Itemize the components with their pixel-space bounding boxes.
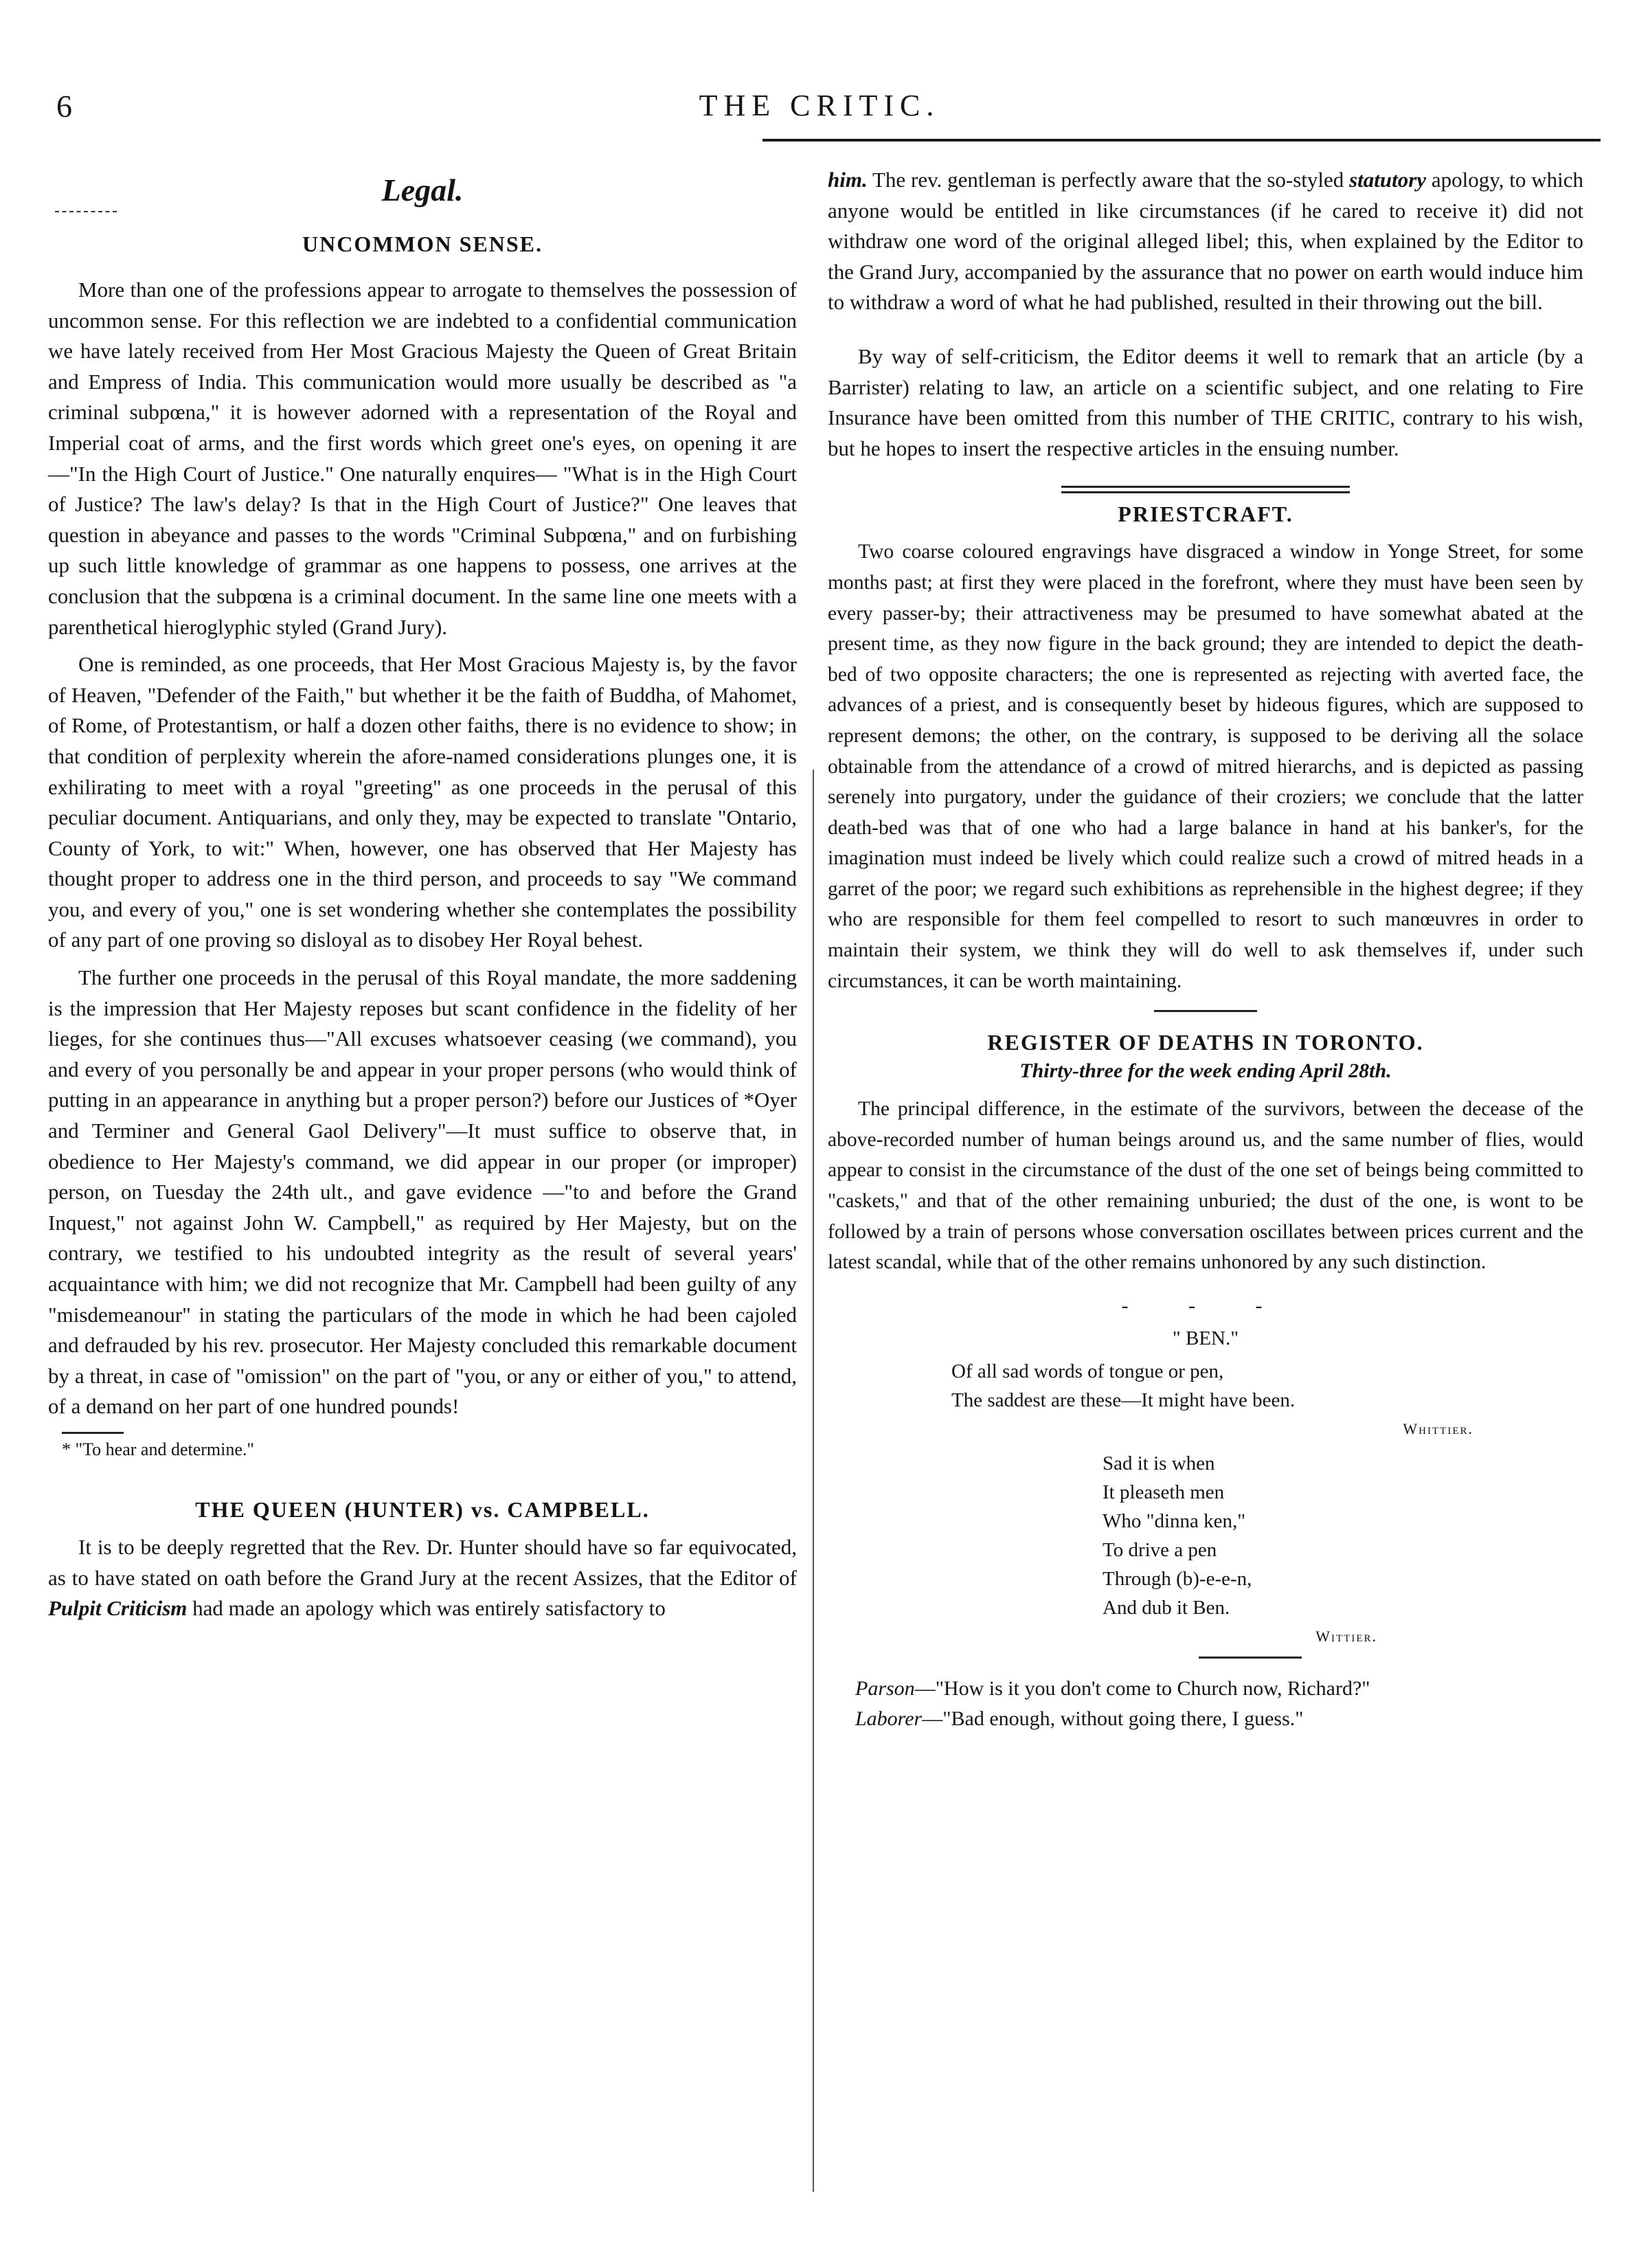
verse-line: Through (b)-e-e-n,	[1103, 1567, 1252, 1590]
verse-line: And dub it Ben.	[1103, 1596, 1230, 1619]
running-title: THE CRITIC.	[699, 89, 940, 122]
continuation-text-2: apology, to which anyone would be entitled in like circumstances (if he cared to receive it) did not withdraw one word of the original alleged libel; this, when explained by the Editor to the Grand Jury, accompanied by the assurance that no power on earth would induce him to withdraw a word of what he had published, resulted in their throwing out the bill.	[828, 168, 1583, 315]
ben-quote	[828, 1357, 1583, 1444]
verse-line: It pleaseth men	[1103, 1481, 1225, 1503]
verse-line: To drive a pen	[1103, 1538, 1217, 1561]
verse-line: Sad it is when	[1103, 1452, 1215, 1474]
register-paragraph: The principal difference, in the estimate of the survivors, between the decease of the above-recorded number of human beings around us, and the same number of flies, would appear to consist in the circumstance of the dust of the one set of beings being committed to "caskets," and that of the other remaining unburied; the dust of the one, is wont to be followed by a train of persons whose conversation oscillates between prices current and the latest scandal, while that of the other remains unhonored by any such distinction.	[828, 1098, 1583, 1274]
ben-verse	[828, 1449, 1583, 1651]
parson-line: —"How is it you don't come to Church now, Richard?"	[914, 1676, 1370, 1700]
quote-attribution: Whittier.	[1403, 1419, 1473, 1437]
register-subheading: Thirty-three for the week ending April 28th.	[1019, 1059, 1392, 1083]
priestcraft-heading: PRIESTCRAFT.	[1118, 502, 1293, 527]
header-rule	[762, 139, 1601, 142]
queen-hunter-text-start: It is to be deeply regretted that the Rev. Dr. Hunter should have so far equivocated, as to have stated on oath before the Grand Jury at the recent Assizes, that the Editor of	[48, 1534, 797, 1590]
speaker-laborer: Laborer	[855, 1707, 923, 1730]
section-label: Legal.	[381, 172, 464, 207]
continuation-paragraph	[828, 165, 1583, 318]
footnote: * "To hear and determine."	[62, 1439, 255, 1459]
uncommon-sense-heading: UNCOMMON SENSE.	[302, 232, 543, 256]
section-rule	[1199, 1657, 1302, 1659]
continuation-italic-statutory: statutory	[1349, 168, 1427, 192]
dash-ornament	[55, 211, 117, 212]
dialogue-line-parson	[855, 1674, 1583, 1704]
uncommon-sense-paragraph-3: The further one proceeds in the perusal of this Royal mandate, the more saddening is the impression that Her Majesty reposes but scant confidence in the fidelity of her lieges, for she continues thus—"All excuses whatsoever ceasing (we command), you and every of you personally be and appear in your proper persons (who would think of putting in an appearance in anything but a proper person?) before our Justices of *Oyer and Terminer and General Gaol Delivery"—It must suffice to observe that, in obedience to Her Majesty's command, we did appear in our proper (or improper) person, on Tuesday the 24th ult., and gave evidence —"to and before the Grand Inquest," not against John W. Campbell," as required by Her Majesty, but on the contrary, we testified to his undoubted integrity as the result of several years' acquaintance with him; we did not recognize that Mr. Campbell had been guilty of any "misdemeanour" in stating the particulars of the mode in which he had been cajoled and defrauded by his rev. prosecutor. Her Majesty concluded this remarkable document by a threat, in case of "omission" on the part of "you, or any or either of you," to attend, of a demand on her part of one hundred pounds!	[48, 965, 797, 1419]
double-rule	[1061, 486, 1350, 493]
continuation-text-1: The rev. gentleman is perfectly aware that the so-styled	[867, 168, 1350, 192]
speaker-parson: Parson	[855, 1676, 915, 1700]
continuation-italic-him: him.	[828, 168, 868, 192]
right-column	[828, 165, 1583, 1734]
verse-line: Who "dinna ken,"	[1103, 1509, 1246, 1532]
quote-line: Of all sad words of tongue or pen,	[951, 1360, 1224, 1382]
uncommon-sense-paragraph-2: One is reminded, as one proceeds, that Her Most Gracious Majesty is, by the favor of Heaven, "Defender of the Faith," but whether it be the faith of Buddha, of Mahomet, of Rome, of Protestantism, or half a dozen other faiths, there is no evidence to show; in that condition of perplexity wherein the afore-named considerations plunges one, it is exhilirating to meet with a royal "greeting" as one proceeds in the perusal of this peculiar document. Antiquarians, and only they, may be expected to translate "Ontario, County of York, to wit:" When, however, one has observed that Her Majesty has thought proper to address one in the third person, and proceeds to say "We command you, and every of you," one is set wondering whether she contemplates the possibility of any part of one proving so disloyal as to disobey Her Royal behest.	[48, 652, 797, 952]
page-number: 6	[56, 89, 72, 124]
priestcraft-paragraph: Two coarse coloured engravings have disgraced a window in Yonge Street, for some months past; at first they were placed in the forefront, where they must have been seen by every passer-by; their attractiveness may be presumed to have somewhat abated at the present time, as they now figure in the back ground; they are intended to depict the death-bed of two opposite characters; the one is represented as rejecting with averted face, the advances of a priest, and is consequently beset by hideous figures, which are supposed to represent demons; the other, on the contrary, is supposed to be deriving all the solace obtainable from the attendance of a crowd of mitred hierarchs, and is depicted as passing serenely into purgatory, under the guidance of their croziers; we conclude that the latter death-bed was that of one who had a large balance in hand at his banker's, for the imagination must indeed be lively which could realize such a crowd of mitred heads in a garret of the poor; we regard such exhibitions as reprehensible in the highest degree; if they who are responsible for them feel compelled to resort to such manœuvres in order to maintain their system, we think they will do well to ask themselves if, under such circumstances, it can be worth maintaining.	[828, 541, 1583, 992]
quote-line: The saddest are these—It might have been.	[951, 1389, 1296, 1411]
queen-hunter-heading: THE QUEEN (HUNTER) vs. CAMPBELL.	[195, 1496, 650, 1522]
pulpit-criticism-title: Pulpit Criticism	[48, 1596, 188, 1621]
queen-hunter-paragraph	[48, 1532, 797, 1624]
dialogue	[855, 1674, 1583, 1734]
queen-hunter-text-end: had made an apology which was entirely satisfactory to	[187, 1596, 666, 1621]
ben-poem-title: " BEN."	[1172, 1327, 1239, 1349]
column-divider	[813, 770, 814, 2192]
laborer-line: —"Bad enough, without going there, I guess."	[922, 1707, 1304, 1730]
dot-ornament: - - -	[1121, 1294, 1290, 1317]
dialogue-line-laborer	[855, 1704, 1583, 1734]
left-column	[48, 165, 797, 1624]
uncommon-sense-paragraph-1: More than one of the professions appear to arrogate to themselves the possession of uncommon sense. For this reflection we are indebted to a confidential communication we have lately received from Her Most Gracious Majesty the Queen of Great Britain and Empress of India. This communication would more usually be described as "a criminal subpœna," it is however adorned with a representation of the Royal and Imperial coat of arms, and the first words which greet one's eyes, on opening it are —"In the High Court of Justice." One naturally enquires— "What is in the High Court of Justice? The law's delay? Is that in the High Court of Justice?" One leaves that question in abeyance and passes to the words "Criminal Subpœna," and on furbishing up such little knowledge of grammar as one happens to possess, one arrives at the conclusion that the subpœna is a criminal document. In the same line one meets with a parenthetical hieroglyphic styled (Grand Jury).	[48, 278, 797, 639]
page-header	[47, 88, 1592, 129]
verse-attribution: Wittier.	[1315, 1627, 1377, 1645]
register-heading: REGISTER OF DEATHS IN TORONTO.	[987, 1030, 1424, 1055]
self-criticism-paragraph: By way of self-criticism, the Editor deems it well to remark that an article (by a Barrister) relating to law, an article on a scientific subject, and one relating to Fire Insurance have been omitted from this number of THE CRITIC, contrary to his wish, but he hopes to insert the respective articles in the ensuing number.	[828, 344, 1583, 460]
section-rule	[1154, 1010, 1257, 1012]
footnote-rule	[62, 1432, 124, 1434]
